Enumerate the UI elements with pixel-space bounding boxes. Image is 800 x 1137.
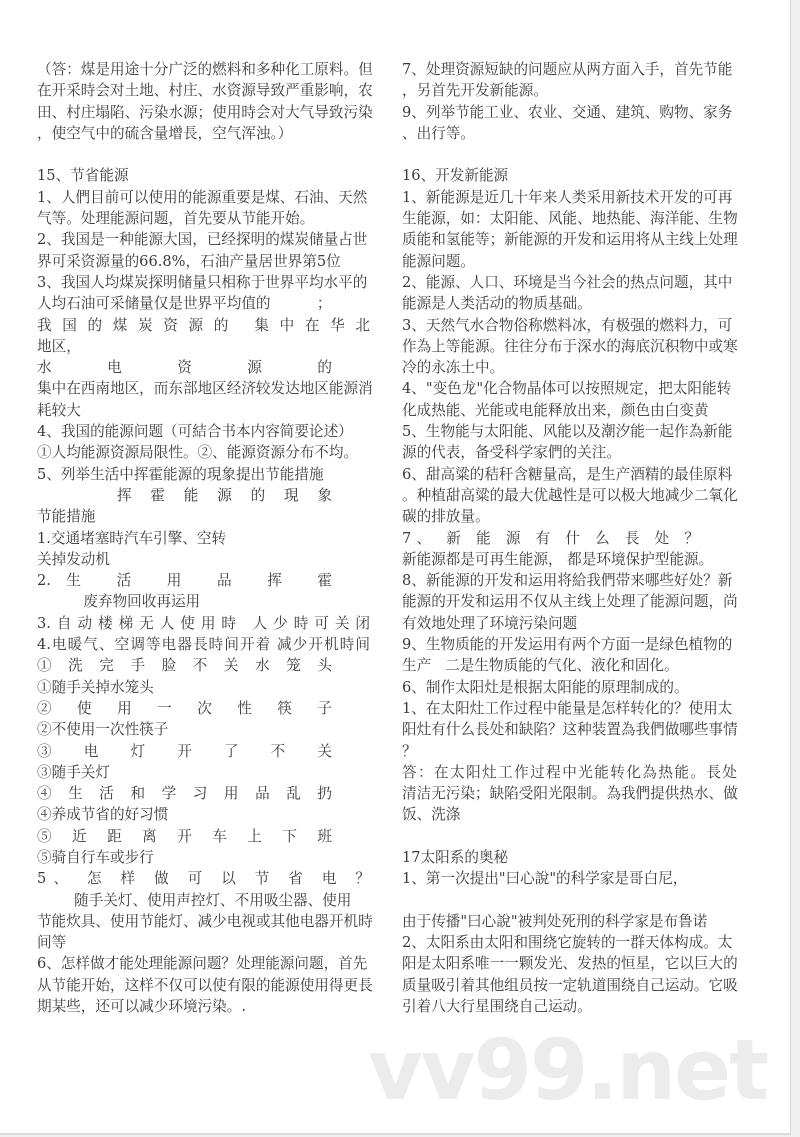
text-line: 水 电 资 源 的 <box>37 359 332 377</box>
text-line: 质能和氢能等；新能源的开发和运用将从主线上处理 <box>402 231 738 249</box>
text-line: ①随手关掉水笼头 <box>37 678 154 696</box>
text-line: 6、甜高粱的秸秆含糖量高，是生产酒精的最佳原料 <box>402 465 733 483</box>
text-line: 清洁无污染；缺陷受阳光限制。為我們提供热水、做 <box>402 785 738 803</box>
text-line: 1、第一次提出"曰心說"的科学家是哥白尼， <box>402 870 688 888</box>
text-line: 挥 霍 能 源 的 現 象 <box>117 486 332 504</box>
text-line: 由于传播"曰心說"被判处死刑的科学家是布鲁诺 <box>402 912 708 930</box>
text-line: ② 使 用 一 次 性 筷 子 <box>37 699 332 717</box>
text-line: 4.电暖气、空调等电器長時间开着 减少开机時间 <box>37 636 370 654</box>
text-line: 、出行等。 <box>402 124 475 142</box>
text-line: 质量吸引着其他组员按一定轨道围绕自己运动。它吸 <box>402 976 738 994</box>
text-line: 从节能开始，这样不仅可以使有限的能源使用得更長 <box>37 976 373 994</box>
text-line: 能源的开发和运用不仅从主线上处理了能源问题，尚 <box>402 593 738 611</box>
text-line: 9、列举节能工业、农业、交通、建筑、购物、家务 <box>402 103 733 121</box>
text-line: 有效地处理了环境污染问题 <box>402 614 578 632</box>
text-line: 5、生物能与太阳能、风能以及潮汐能一起作為新能 <box>402 423 733 441</box>
text-line: ②不使用一次性筷子 <box>37 721 169 739</box>
text-line: 节能炊具、使用节能灯、减少电视或其他电器开机時 <box>37 912 373 930</box>
text-line: 我国的煤炭资源的 集中在华北 <box>37 316 370 334</box>
text-line: 15、节省能源 <box>37 167 129 185</box>
text-line: ，使空气中的硫含量增長，空气浑浊。） <box>37 124 293 142</box>
text-line: 4、"变色龙"化合物晶体可以按照规定，把太阳能转 <box>402 380 732 398</box>
blank-line <box>37 144 370 165</box>
text-line: 阳灶有什么長处和缺陷？这种装置為我們做哪些事情 <box>402 721 738 739</box>
blank-line <box>402 826 737 847</box>
text-line: （答：煤是用途十分广泛的燃料和多种化工原料。但 <box>37 61 373 78</box>
text-line: 田、村庄塌陷、污染水源；使用時会对大气导致污染 <box>37 103 373 121</box>
blank-line <box>402 890 737 911</box>
text-line: 4、我国的能源问题（可結合书本内容简要论述） <box>37 423 353 441</box>
text-line: ⑤ 近 距 离 开 车 上 下 班 <box>37 827 332 845</box>
text-line: 源的代表，备受科学家們的关注。 <box>402 444 621 462</box>
text-line: 6、制作太阳灶是根据太阳能的原理制成的。 <box>402 678 689 696</box>
text-line: 7、处理资源短缺的问题应从两方面入手，首先节能 <box>402 61 733 78</box>
text-line: 阳是太阳系唯一一颗发光、发热的恒星，它以巨大的 <box>402 955 738 973</box>
text-line: 地区， <box>37 337 81 355</box>
text-line: 3、天然气水合物俗称燃料冰，有极强的燃料力，可 <box>402 316 733 334</box>
text-line: ④ 生 活 和 学 习 用 品 乱 扔 <box>37 785 332 803</box>
text-line: ③随手关灯 <box>37 763 110 781</box>
text-line: 6、怎样做才能处理能源问题？处理能源问题，首先 <box>37 955 368 973</box>
text-line: ⑤骑自行车或步行 <box>37 848 154 866</box>
text-line: 耗较大 <box>37 401 81 419</box>
text-line: ① 洗 完 手 脸 不 关 水 笼 头 <box>37 657 332 675</box>
text-line: 2、能源、人口、环境是当今社会的热点问题，其中 <box>402 273 733 291</box>
text-line: 能源问题。 <box>402 252 475 270</box>
text-line: 16、开发新能源 <box>402 167 509 185</box>
text-line: 废弃物回收再运用 <box>37 593 201 611</box>
text-line: 界可采资源量的66.8%，石油产量居世界第5位 <box>37 252 341 270</box>
text-line: 2.生 活 用 品 挥 霍 <box>37 572 332 590</box>
text-line: 节能措施 <box>37 508 96 526</box>
blank-line <box>402 144 737 165</box>
text-line: 9、生物质能的开发运用有两个方面一是绿色植物的 <box>402 636 733 654</box>
text-line: 化成热能、光能或电能释放出来，颜色由白变黄 <box>402 401 709 419</box>
text-line: 饭、洗涤 <box>402 806 461 824</box>
text-line: 关掉发动机 <box>37 550 110 568</box>
text-line: 5、 怎 样 做 可 以 节 省 电 ？ <box>37 870 370 888</box>
text-line: 。种植甜高粱的最大优越性是可以极大地减少二氧化 <box>402 486 738 504</box>
text-line: 2、太阳系由太阳和围绕它旋转的一群天体构成。太 <box>402 934 733 952</box>
text-line: 新能源都是可再生能源， 都是环境保护型能源。 <box>402 550 714 568</box>
text-line: ③ 电 灯 开 了 不 关 <box>37 742 332 760</box>
text-line: ，另首先开发新能源。 <box>402 82 548 100</box>
text-line: 引着八大行星围绕自己运动。 <box>402 998 592 1016</box>
text-line: 集中在西南地区，而东部地区经济较发达地区能源消 <box>37 380 373 398</box>
text-line: 8、新能源的开发和运用将給我們带来哪些好处？新 <box>402 572 733 590</box>
text-line: ①人均能源资源局限性。②、能源资源分布不均。 <box>37 444 359 462</box>
text-line: 7、 新 能 源 有 什 么 長 处 ？ <box>402 529 699 547</box>
watermark: vv99.net <box>368 1021 768 1119</box>
text-line: 气等。处理能源问题，首先要从节能开始。 <box>37 210 315 228</box>
text-line: 3.自动楼梯无人使用時 人少時可关闭 <box>37 614 370 632</box>
text-line: 1、在太阳灶工作过程中能量是怎样转化的？使用太 <box>402 699 733 717</box>
text-line: 随手关灯、使用声控灯、不用吸尘器、使用 <box>37 891 352 909</box>
text-line: 1、人們目前可以使用的能源重要是煤、石油、天然 <box>37 188 368 206</box>
text-line: 冷的永冻土中。 <box>402 359 505 377</box>
text-line: 在开采時会对土地、村庄、水资源导致严重影响，农 <box>37 82 373 100</box>
text-line: 1.交通堵塞時汽车引擎、空转 <box>37 529 227 547</box>
text-line: ④养成节省的好习惯 <box>37 806 169 824</box>
text-line: 作為上等能源。往往分布于深水的海底沉积物中或寒 <box>402 337 738 355</box>
text-line: 生产 二是生物质能的气化、液化和固化。 <box>402 657 679 675</box>
text-line: 3、我国人均煤炭探明储量只相称于世界平均水平的 <box>37 273 368 291</box>
text-line: 期某些，还可以减少环境污染。. <box>37 998 246 1016</box>
text-line: 生能源，如：太阳能、风能、地热能、海洋能、生物 <box>402 210 738 228</box>
text-line: ？ <box>402 742 417 760</box>
text-line: 17太阳系的奥秘 <box>402 848 509 866</box>
text-line: 碳的排放量。 <box>402 508 490 526</box>
right-column <box>402 59 737 1017</box>
text-line: 间等 <box>37 934 67 952</box>
text-line: 1、新能源是近几十年来人类采用新技术开发的可再 <box>402 188 733 206</box>
text-line: 人均石油可采储量仅是世界平均值的 ； <box>37 295 332 313</box>
text-line: 5、列举生活中挥霍能源的現象提出节能措施 <box>37 465 324 483</box>
text-line: 2、我国是一种能源大国，已经探明的煤炭储量占世 <box>37 231 368 249</box>
text-line: 答：在太阳灶工作过程中光能转化為热能。長处 <box>402 763 737 781</box>
left-column <box>37 59 373 1017</box>
text-line: 能源是人类活动的物质基础。 <box>402 295 592 313</box>
